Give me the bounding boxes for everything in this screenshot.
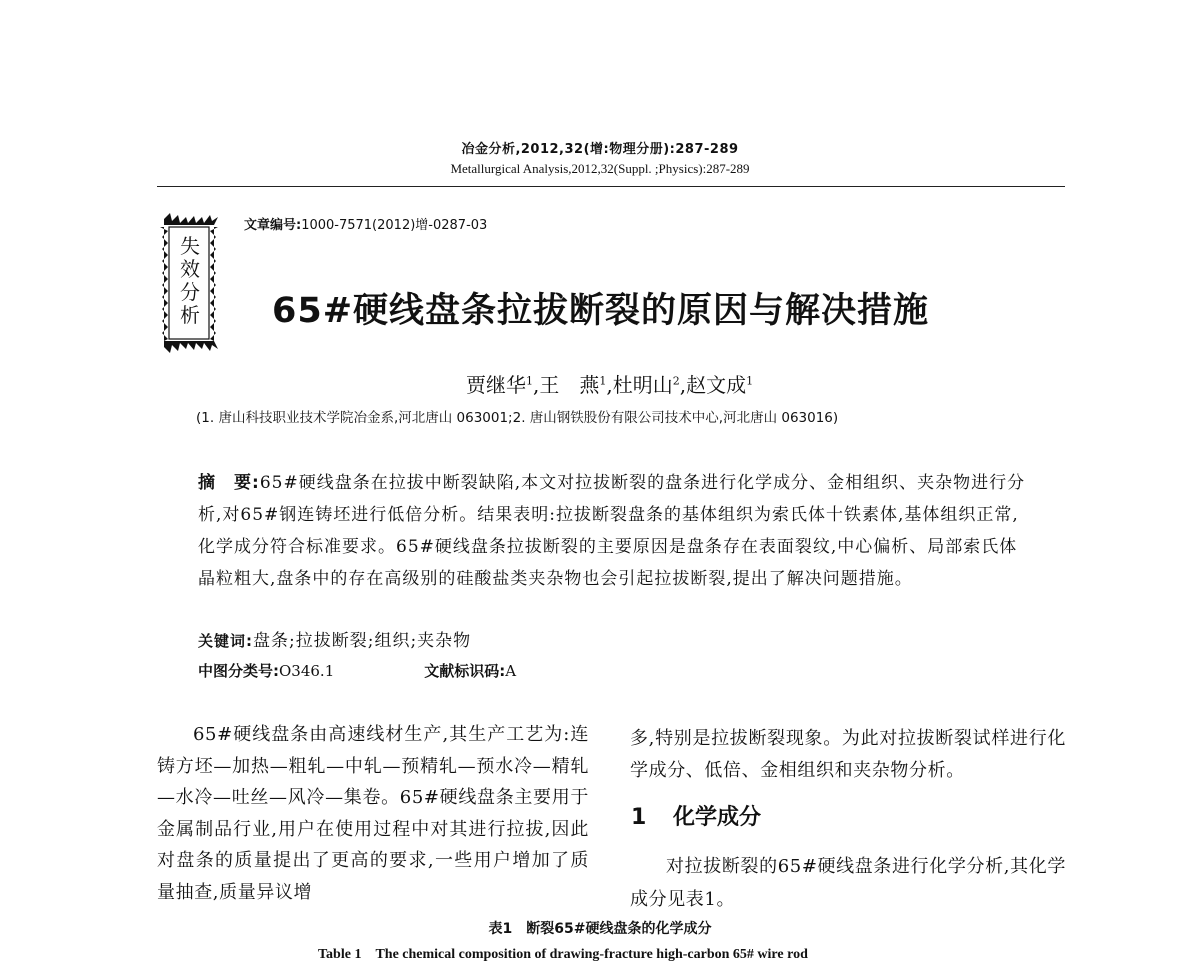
section-heading <box>631 800 761 831</box>
author-affiliation: (1. 唐山科技职业技术学院冶金系,河北唐山 063001;2. 唐山钢铁股份有限公司技术中心,河北唐山 063016) <box>196 410 839 426</box>
abstract-label: 摘 要: <box>198 473 260 493</box>
author-name: 赵文成 <box>686 373 747 397</box>
paper-title: 65#硬线盘条拉拔断裂的原因与解决措施 <box>272 291 930 331</box>
body-right-column <box>630 723 1066 786</box>
keywords-text: 盘条;拉拔断裂;组织;夹杂物 <box>253 631 472 651</box>
section-number: 1 <box>631 805 647 830</box>
clc-value: O346.1 <box>279 662 335 680</box>
abstract-text: 65#硬线盘条在拉拔中断裂缺陷,本文对拉拔断裂的盘条进行化学成分、金相组织、夹杂物进行分析,对65#钢连铸坯进行低倍分析。结果表明:拉拔断裂盘条的基体组织为索氏体十铁素体,基体组织正常,化学成分符合标准要求。65#硬线盘条拉拔断裂的主要原因是盘条存在表面裂纹,中心偏析、局部索氏体晶粒粗大,盘条中的存在高级别的硅酸盐类夹杂物也会引起拉拔断裂,提出了解决问题措施。 <box>198 473 1026 589</box>
failure-analysis-badge <box>160 213 220 355</box>
author-affil-mark: 1 <box>746 374 754 388</box>
keywords <box>198 626 471 651</box>
intro-continuation: 多,特别是拉拔断裂现象。为此对拉拔断裂试样进行化学成分、低倍、金相组织和夹杂物分析。 <box>630 728 1066 781</box>
doc-code-value: A <box>505 662 517 680</box>
section-paragraph: 对拉拔断裂的65#硬线盘条进行化学分析,其化学成分见表1。 <box>630 856 1066 910</box>
author-affil-mark: 1 <box>599 374 607 388</box>
intro-paragraph: 65#硬线盘条由高速线材生产,其生产工艺为:连铸方坯—加热—粗轧—中轧—预精轧—预水冷—精轧—水冷—吐丝—风冷—集卷。65#硬线盘条主要用于金属制品行业,用户在使用过程中对其进行拉拔,因此对盘条的质量提出了更高的要求,一些用户增加了质量抽查,质量异议增 <box>157 724 589 903</box>
journal-citation-cn: 冶金分析,2012,32(增:物理分册):287-289 <box>461 142 739 157</box>
header-rule <box>157 186 1065 187</box>
author-name: 王 燕 <box>539 373 600 397</box>
badge-char: 效 <box>180 257 200 281</box>
doc-code-label: 文献标识码: <box>424 662 506 680</box>
section-body <box>630 850 1066 916</box>
author-name: 杜明山 <box>612 373 673 397</box>
abstract <box>198 467 1028 595</box>
author-affil-mark: 2 <box>672 374 680 388</box>
article-number-value: 1000-7571(2012)增-0287-03 <box>301 218 488 233</box>
journal-citation-en: Metallurgical Analysis,2012,32(Suppl. ;Physics):287-289 <box>450 161 750 176</box>
body-left-column <box>157 719 589 908</box>
clc-label: 中图分类号: <box>198 662 279 680</box>
keywords-label: 关键词: <box>198 632 253 650</box>
badge-char: 析 <box>180 303 200 327</box>
badge-char: 失 <box>180 234 200 258</box>
table-caption-cn: 表1 断裂65#硬线盘条的化学成分 <box>488 921 712 937</box>
badge-label <box>177 235 203 327</box>
author-list: 贾继华$^1$,王 燕$^1$,杜明山$^2$,赵文成$^1$ <box>466 373 754 397</box>
author-name: 贾继华 <box>466 373 526 397</box>
article-number <box>244 214 487 233</box>
table-caption-en: Table 1 The chemical composition of drawing-fracture high-carbon 65# wire rod <box>318 947 808 962</box>
badge-char: 分 <box>180 280 200 304</box>
article-number-label: 文章编号: <box>244 218 302 233</box>
classification-codes <box>198 660 516 681</box>
author-affil-mark: 1 <box>526 374 533 388</box>
section-title: 化学成分 <box>673 805 762 830</box>
